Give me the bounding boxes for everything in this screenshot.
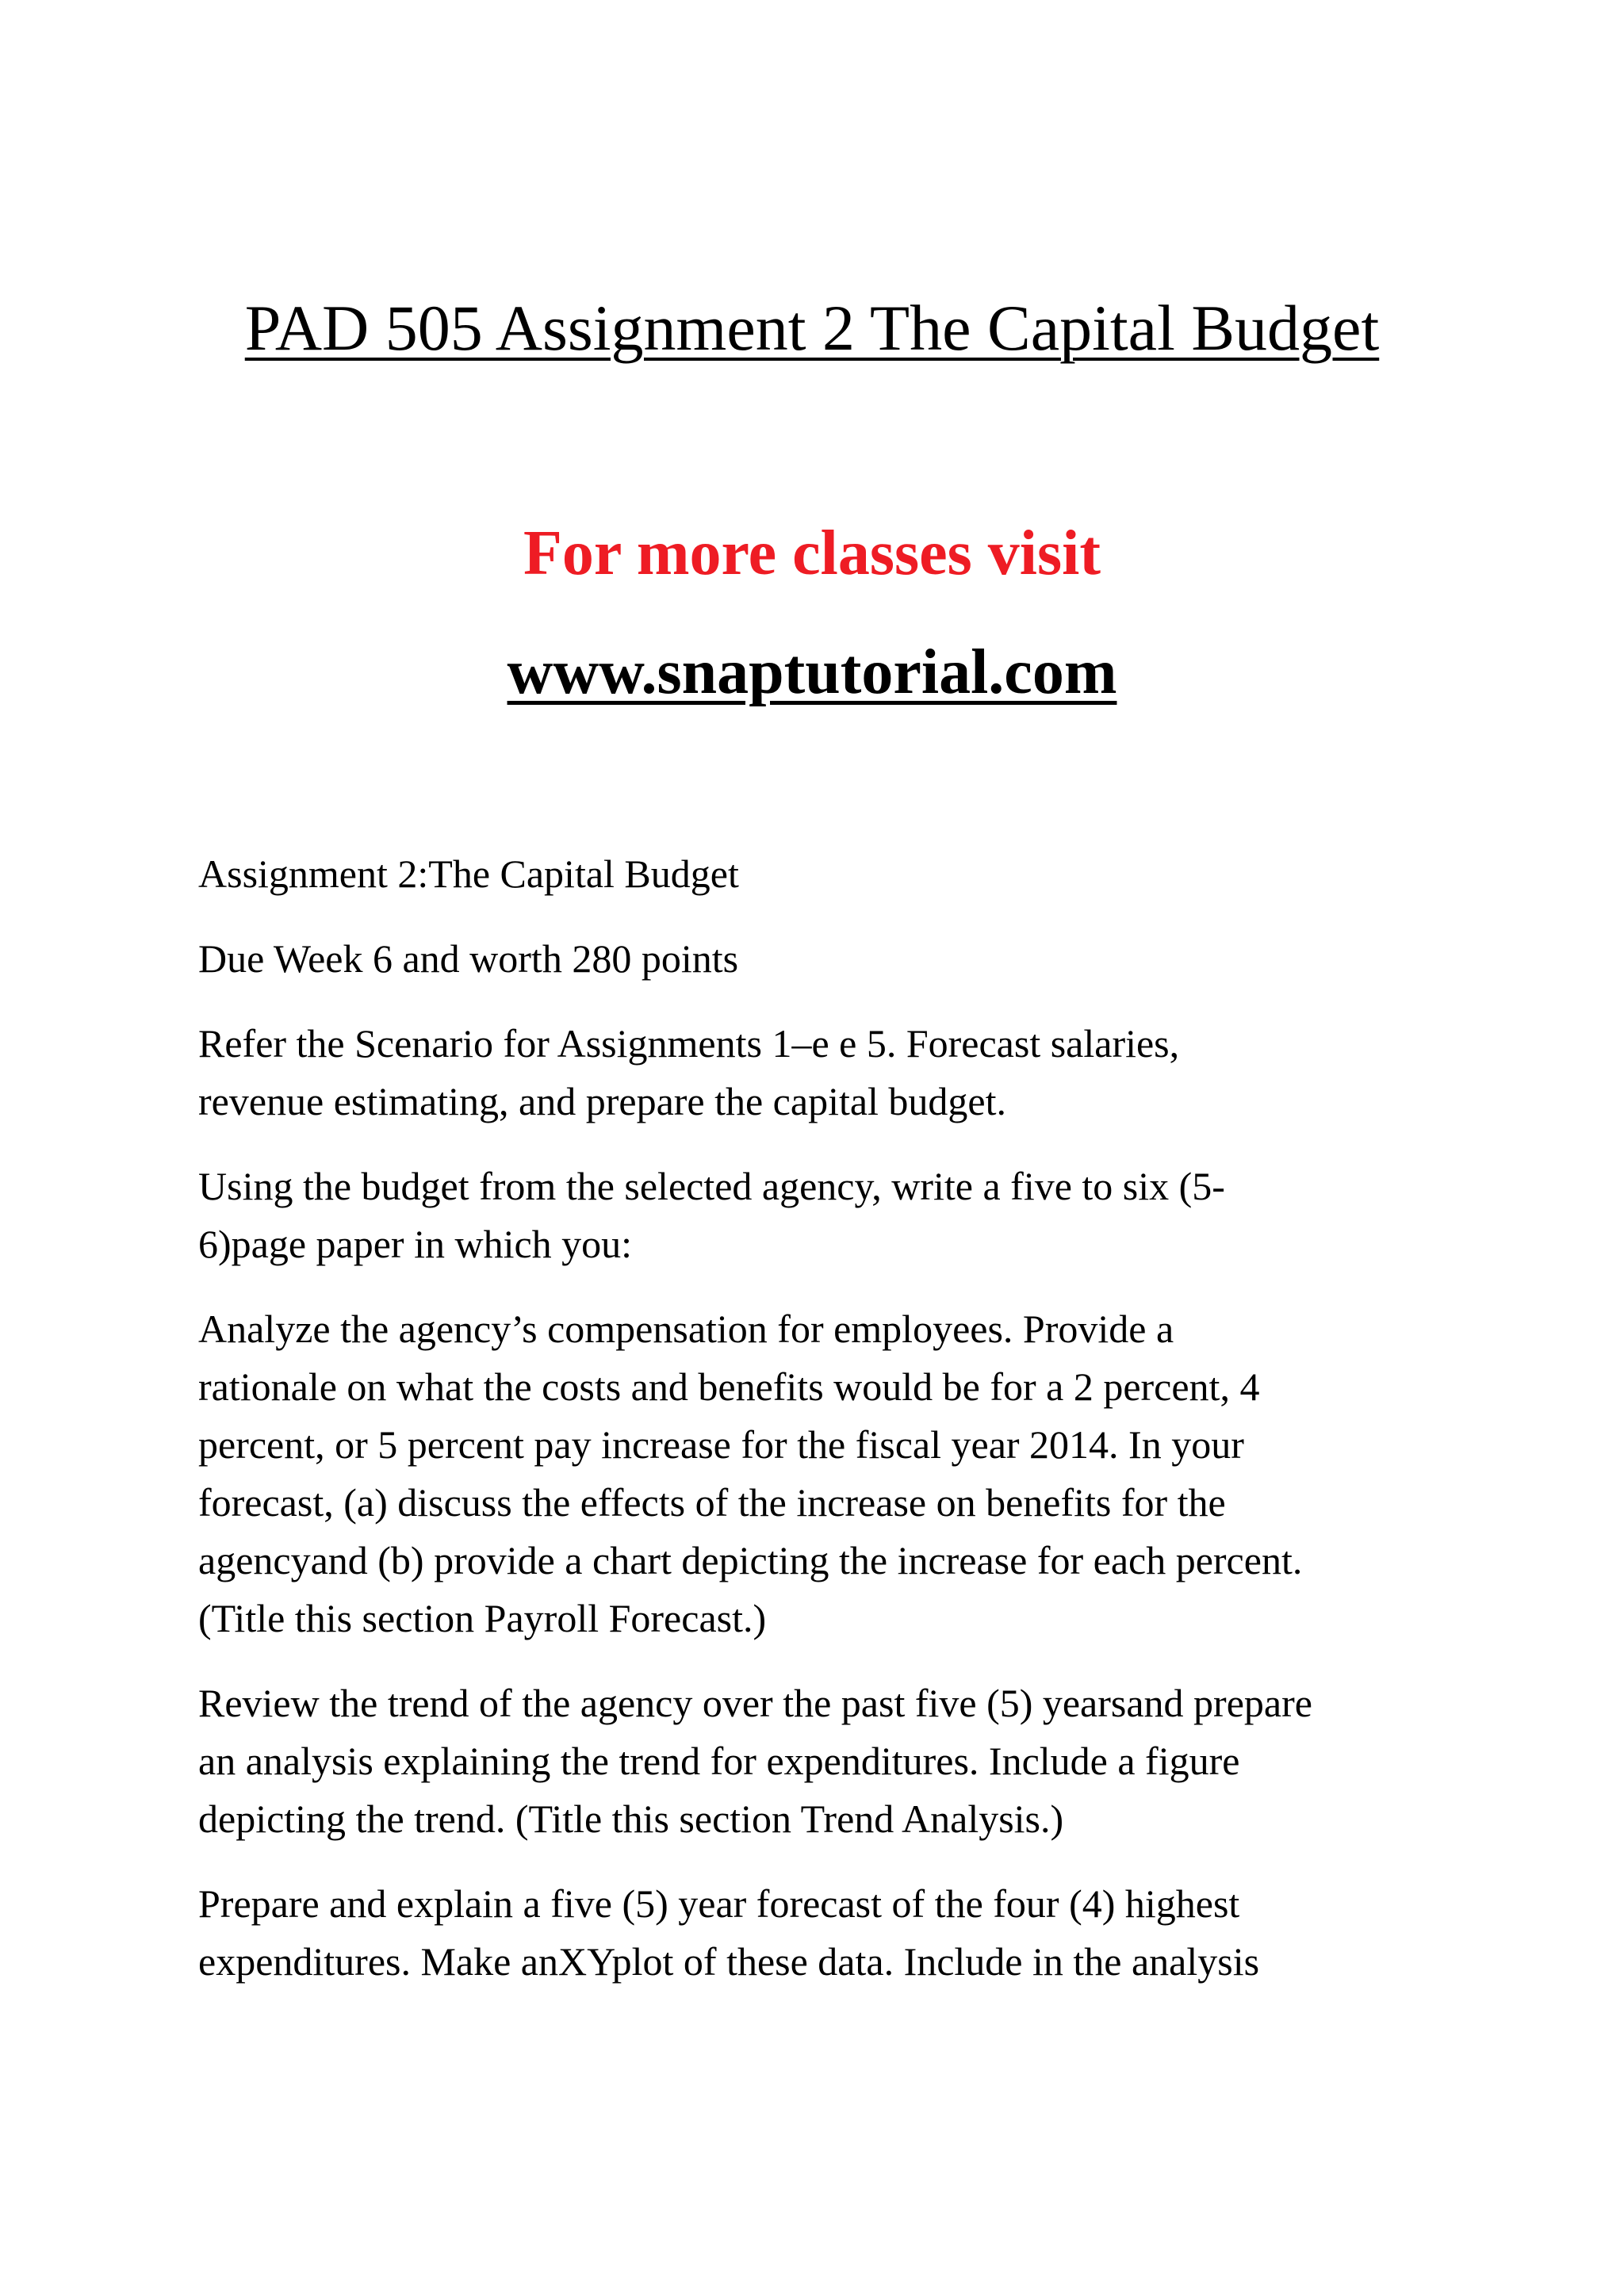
text-line: agencyand (b) provide a chart depicting the increase for each percent.: [198, 1538, 1303, 1582]
document-title: PAD 505 Assignment 2 The Capital Budget: [244, 292, 1380, 364]
text-line: Using the budget from the selected agency, write a five to six (5-: [198, 1164, 1225, 1208]
text-line: 6)page paper in which you:: [198, 1222, 633, 1266]
text-line: depicting the trend. (Title this section Trend Analysis.): [198, 1797, 1064, 1841]
website-link[interactable]: www.snaptutorial.com: [507, 637, 1117, 707]
paragraph-trend-analysis: [198, 1674, 1435, 1848]
text-line: (Title this section Payroll Forecast.): [198, 1596, 767, 1640]
text-line: rationale on what the costs and benefits would be for a 2 percent, 4: [198, 1364, 1260, 1409]
text-line: an analysis explaining the trend for expenditures. Include a figure: [198, 1739, 1240, 1783]
paragraph-heading: [198, 845, 1435, 903]
website-link-container: [0, 633, 1624, 712]
paragraph-instructions: [198, 1158, 1435, 1273]
paragraph-due-date: [198, 930, 1435, 988]
promo-text: For more classes visit: [523, 519, 1101, 588]
text-line: Review the trend of the agency over the past five (5) yearsand prepare: [198, 1681, 1312, 1725]
text-line: Due Week 6 and worth 280 points: [198, 936, 739, 981]
text-line: expenditures. Make anXYplot of these data. Include in the analysis: [198, 1939, 1260, 1984]
text-line: percent, or 5 percent pay increase for the fiscal year 2014. In your: [198, 1422, 1244, 1467]
assignment-body: [198, 845, 1435, 2018]
paragraph-scenario: [198, 1015, 1435, 1131]
paragraph-expenditure-forecast: [198, 1875, 1435, 1991]
text-line: forecast, (a) discuss the effects of the increase on benefits for the: [198, 1480, 1226, 1525]
text-line: Analyze the agency’s compensation for employees. Provide a: [198, 1307, 1174, 1351]
text-line: Refer the Scenario for Assignments 1–e e 5. Forecast salaries,: [198, 1021, 1180, 1066]
text-line: revenue estimating, and prepare the capital budget.: [198, 1079, 1007, 1123]
paragraph-payroll-forecast: [198, 1300, 1435, 1647]
text-line: Prepare and explain a five (5) year forecast of the four (4) highest: [198, 1881, 1240, 1926]
text-line: Assignment 2:The Capital Budget: [198, 851, 739, 896]
